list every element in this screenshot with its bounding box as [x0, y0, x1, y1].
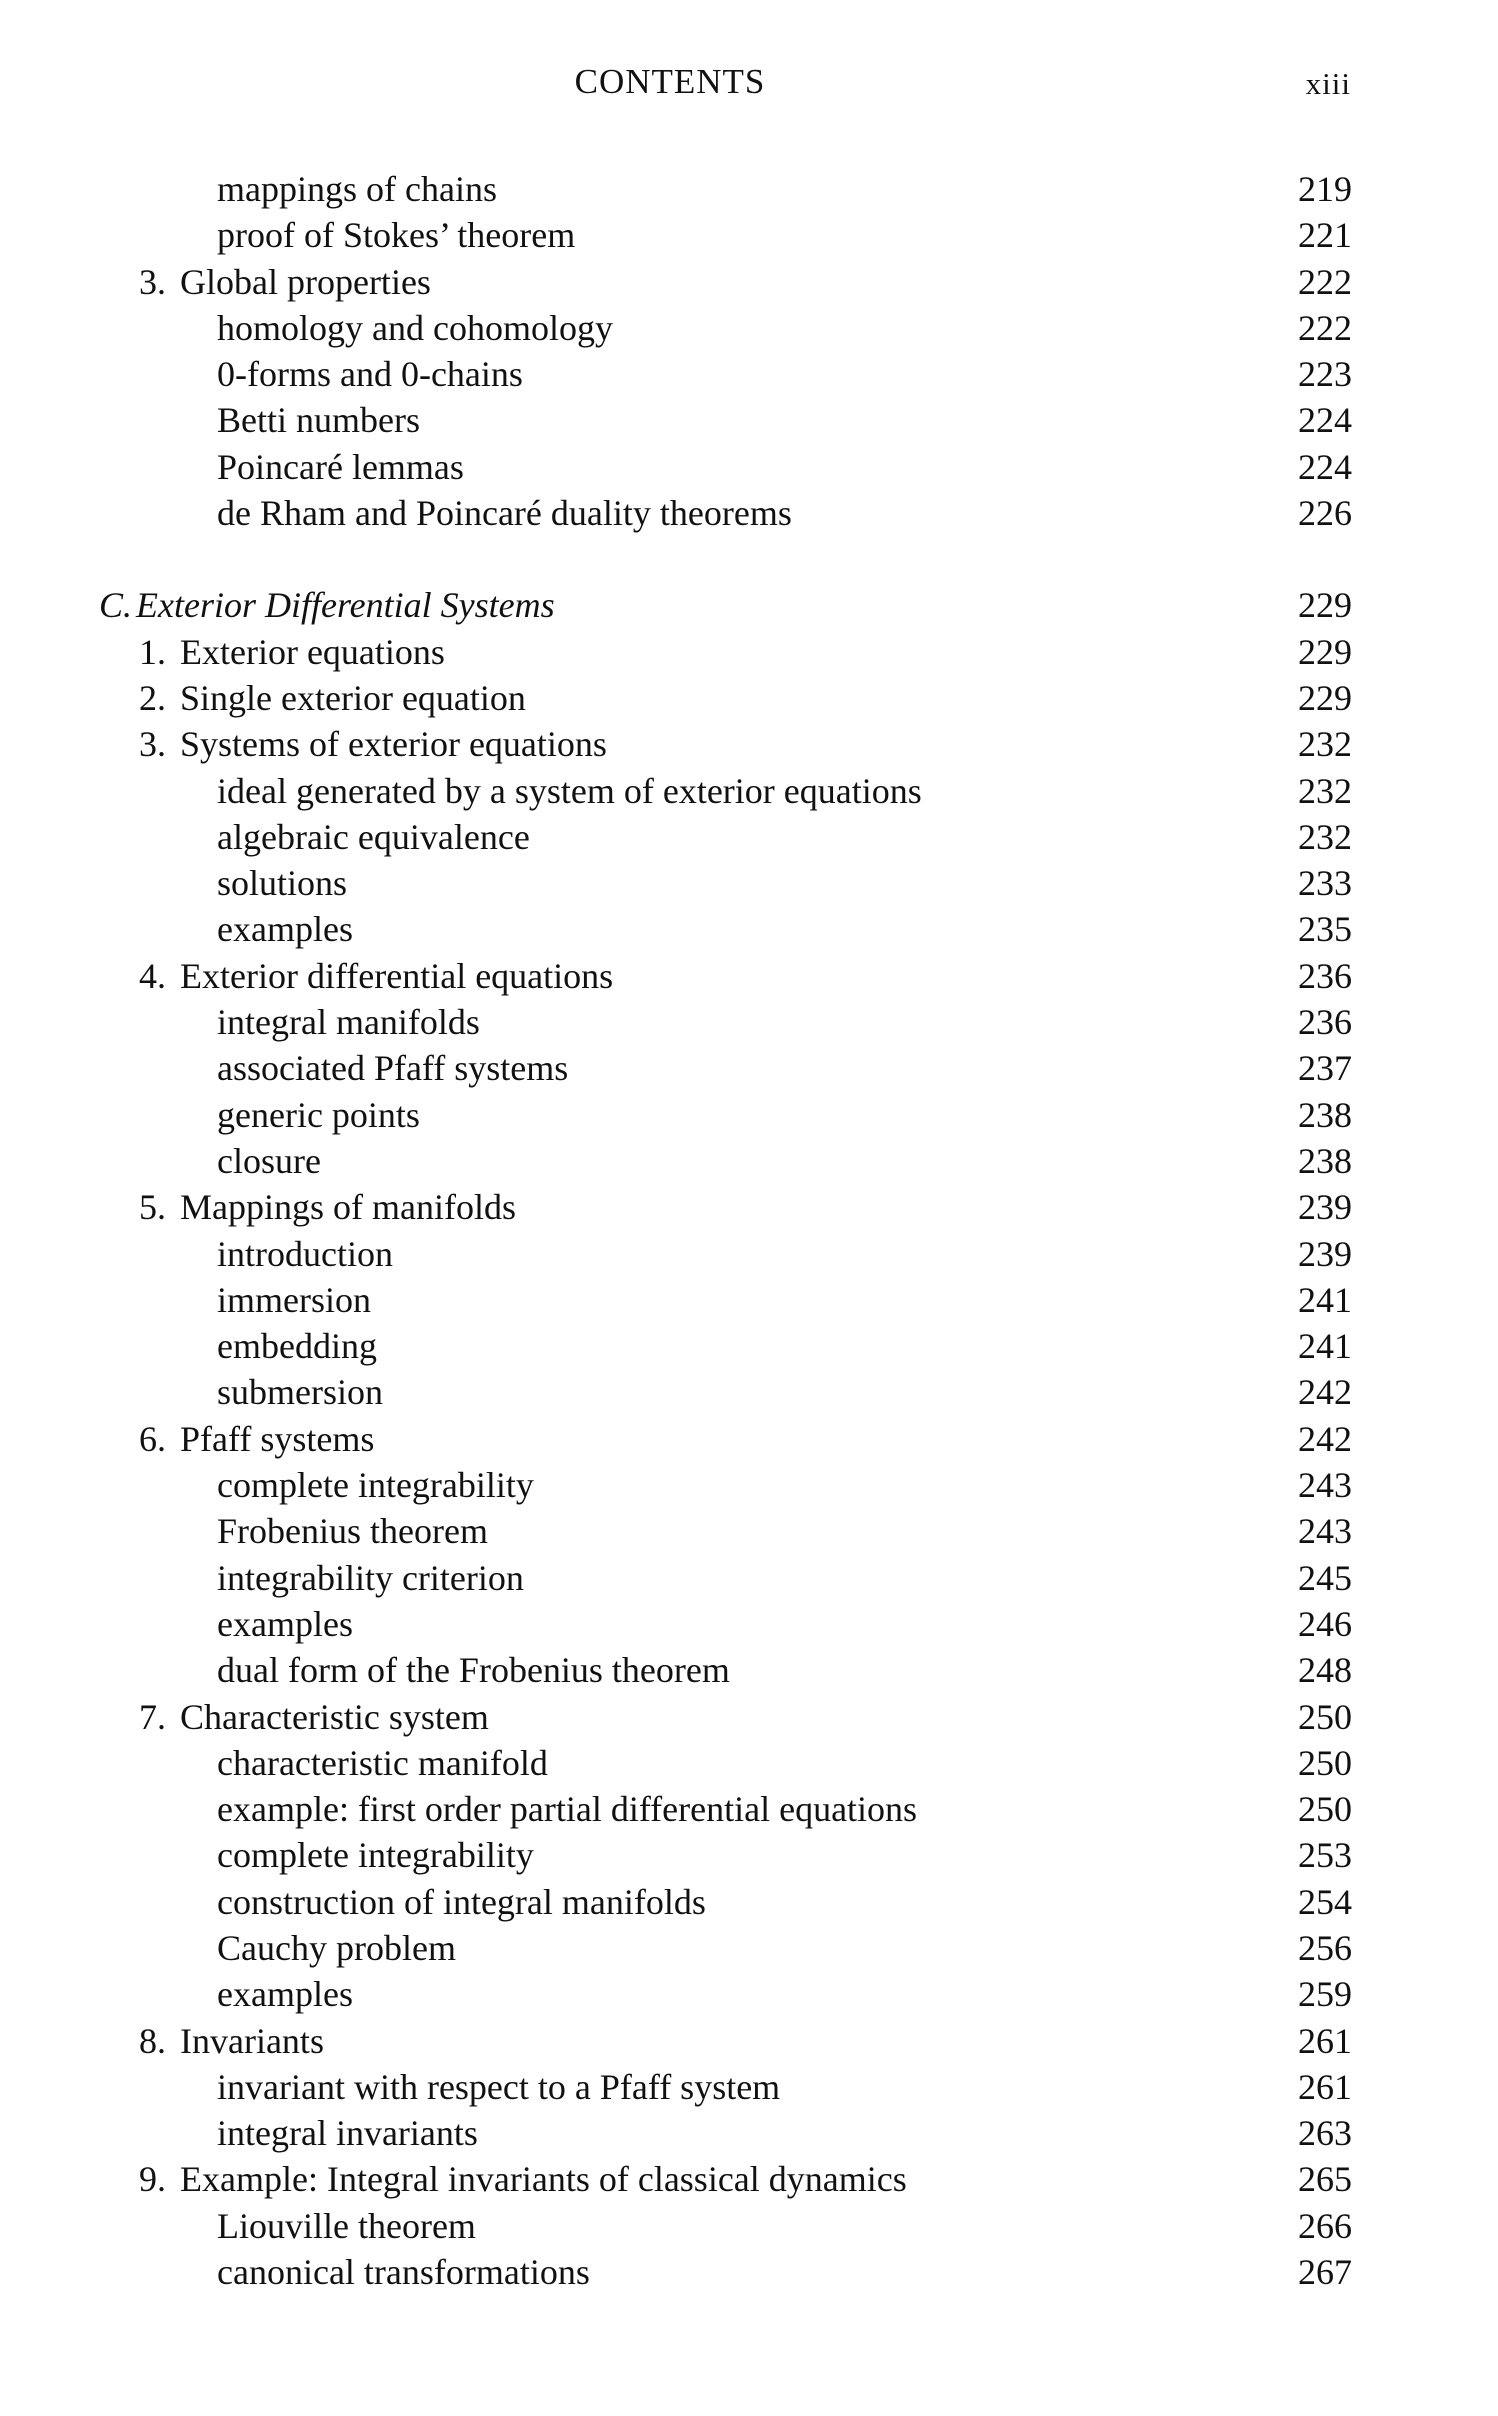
toc-section-entry [0, 953, 1498, 999]
table-of-contents [0, 166, 1498, 2295]
toc-subentry [0, 1925, 1498, 1971]
toc-subentry [0, 1786, 1498, 1832]
toc-subentry [0, 1092, 1498, 1138]
toc-subentry [0, 1647, 1498, 1693]
toc-subentry [0, 768, 1498, 814]
toc-subentry [0, 1971, 1498, 2017]
toc-entry-page: 265 [1298, 2159, 1352, 2200]
toc-subentry [0, 305, 1498, 351]
toc-entry-title: examples [217, 909, 353, 950]
toc-entry-title: embedding [217, 1326, 377, 1367]
toc-entry-number: 9. [139, 2159, 166, 2200]
toc-entry-title: examples [217, 1603, 353, 1644]
toc-entry-page: 223 [1298, 354, 1352, 395]
toc-entry-page: 242 [1298, 1372, 1352, 1413]
toc-subentry [0, 166, 1498, 212]
toc-entry-page: 241 [1298, 1326, 1352, 1367]
section-gap [0, 536, 1498, 582]
toc-entry-page: 237 [1298, 1048, 1352, 1089]
toc-entry-title: Exterior equations [180, 631, 445, 672]
toc-subentry [0, 1879, 1498, 1925]
toc-subentry [0, 1555, 1498, 1601]
toc-subentry [0, 1832, 1498, 1878]
toc-entry-title: integral invariants [217, 2113, 478, 2154]
toc-entry-page: 229 [1298, 677, 1352, 718]
toc-section-entry [0, 675, 1498, 721]
toc-subentry [0, 212, 1498, 258]
toc-entry-title: introduction [217, 1233, 393, 1274]
toc-subentry [0, 2110, 1498, 2156]
toc-entry-number: 6. [139, 1418, 166, 1459]
toc-entry-title: generic points [217, 1094, 420, 1135]
toc-subentry [0, 1231, 1498, 1277]
toc-entry-title: Betti numbers [217, 400, 420, 441]
toc-entry-page: 238 [1298, 1140, 1352, 1181]
toc-subentry [0, 351, 1498, 397]
toc-entry-page: 261 [1298, 2020, 1352, 2061]
toc-entry-title: Exterior differential equations [180, 955, 614, 996]
toc-entry-page: 232 [1298, 724, 1352, 765]
toc-entry-title: Liouville theorem [217, 2205, 476, 2246]
toc-entry-page: 246 [1298, 1603, 1352, 1644]
toc-entry-page: 222 [1298, 261, 1352, 302]
toc-subentry [0, 906, 1498, 952]
toc-entry-page: 261 [1298, 2066, 1352, 2107]
toc-entry-number: C. [98, 585, 132, 626]
toc-entry-title: submersion [217, 1372, 383, 1413]
toc-subentry [0, 1462, 1498, 1508]
toc-subentry [0, 1601, 1498, 1647]
toc-subentry [0, 1369, 1498, 1415]
toc-entry-page: 221 [1298, 215, 1352, 256]
toc-entry-title: Global properties [180, 261, 431, 302]
toc-entry-page: 254 [1298, 1881, 1352, 1922]
toc-entry-page: 242 [1298, 1418, 1352, 1459]
toc-entry-page: 238 [1298, 1094, 1352, 1135]
toc-entry-page: 250 [1298, 1789, 1352, 1830]
toc-part-heading [0, 582, 1498, 628]
toc-entry-page: 226 [1298, 493, 1352, 534]
toc-section-entry [0, 2018, 1498, 2064]
toc-entry-page: 267 [1298, 2252, 1352, 2293]
toc-entry-title: Example: Integral invariants of classical dynamics [180, 2159, 907, 2200]
toc-entry-page: 243 [1298, 1511, 1352, 1552]
toc-entry-page: 253 [1298, 1835, 1352, 1876]
toc-entry-page: 224 [1298, 400, 1352, 441]
toc-entry-title: Invariants [180, 2020, 324, 2061]
toc-entry-title: Mappings of manifolds [180, 1187, 516, 1228]
toc-entry-title: complete integrability [217, 1835, 534, 1876]
toc-entry-title: immersion [217, 1279, 371, 1320]
toc-entry-page: 235 [1298, 909, 1352, 950]
toc-entry-page: 250 [1298, 1742, 1352, 1783]
toc-subentry [0, 2249, 1498, 2295]
toc-entry-title: Characteristic system [180, 1696, 489, 1737]
toc-entry-title: mappings of chains [217, 169, 497, 209]
toc-entry-title: solutions [217, 863, 348, 904]
toc-entry-page: 233 [1298, 863, 1352, 904]
toc-entry-title: Cauchy problem [217, 1927, 456, 1968]
toc-entry-title: Frobenius theorem [217, 1511, 488, 1552]
toc-subentry [0, 860, 1498, 906]
toc-entry-page: 232 [1298, 816, 1352, 857]
toc-group-continued [0, 166, 1498, 536]
toc-entry-title: Systems of exterior equations [180, 724, 607, 765]
toc-entry-title: examples [217, 1974, 353, 2015]
toc-entry-page: 232 [1298, 770, 1352, 811]
toc-section-entry [0, 1184, 1498, 1230]
toc-section-entry [0, 2156, 1498, 2202]
toc-entry-title: 0-forms and 0-chains [217, 354, 523, 395]
toc-subentry [0, 397, 1498, 443]
toc-entry-page: 256 [1298, 1927, 1352, 1968]
toc-entry-page: 229 [1298, 585, 1352, 626]
toc-entry-page: 243 [1298, 1465, 1352, 1506]
toc-entry-title: complete integrability [217, 1465, 534, 1506]
toc-subentry [0, 1323, 1498, 1369]
toc-entry-title: integrability criterion [217, 1557, 524, 1598]
toc-entry-number: 5. [139, 1187, 166, 1228]
toc-entry-page: 236 [1298, 955, 1352, 996]
toc-entry-number: 2. [139, 677, 166, 718]
page-number: xiii [1305, 66, 1351, 101]
toc-section-entry [0, 1694, 1498, 1740]
toc-entry-title: homology and cohomology [217, 307, 613, 348]
toc-entry-title: Exterior Differential Systems [136, 585, 555, 626]
toc-entry-number: 4. [139, 955, 166, 996]
toc-entry-title: construction of integral manifolds [217, 1881, 706, 1922]
toc-subentry [0, 1740, 1498, 1786]
toc-entry-title: ideal generated by a system of exterior equations [217, 770, 922, 811]
toc-entry-title: proof of Stokes’ theorem [217, 215, 576, 256]
toc-entry-page: 266 [1298, 2205, 1352, 2246]
toc-entry-title: integral manifolds [217, 1002, 480, 1043]
toc-section-entry [0, 259, 1498, 305]
toc-entry-title: closure [217, 1140, 321, 1181]
toc-subentry [0, 1138, 1498, 1184]
toc-entry-title: example: first order partial differential equations [217, 1789, 918, 1830]
toc-entry-page: 259 [1298, 1974, 1352, 2015]
toc-entry-page: 229 [1298, 631, 1352, 672]
toc-entry-number: 3. [139, 261, 166, 302]
toc-subentry [0, 2203, 1498, 2249]
toc-entry-number: 8. [139, 2020, 166, 2061]
toc-subentry [0, 490, 1498, 536]
toc-entry-title: invariant with respect to a Pfaff system [217, 2066, 781, 2107]
page-header [0, 62, 1498, 112]
toc-entry-title: canonical transformations [217, 2252, 590, 2293]
toc-section-entry [0, 1416, 1498, 1462]
toc-entry-page: 224 [1298, 446, 1352, 487]
toc-subentry [0, 1277, 1498, 1323]
toc-entry-title: characteristic manifold [217, 1742, 548, 1783]
toc-section-entry [0, 721, 1498, 767]
toc-entry-page: 250 [1298, 1696, 1352, 1737]
toc-entry-page: 219 [1298, 169, 1352, 209]
toc-entry-page: 239 [1298, 1233, 1352, 1274]
toc-subentry [0, 1045, 1498, 1091]
toc-entry-page: 241 [1298, 1279, 1352, 1320]
toc-entry-title: associated Pfaff systems [217, 1048, 569, 1089]
toc-subentry [0, 814, 1498, 860]
toc-section-entry [0, 629, 1498, 675]
toc-entry-title: dual form of the Frobenius theorem [217, 1650, 730, 1691]
toc-entry-number: 1. [139, 631, 166, 672]
toc-entry-page: 263 [1298, 2113, 1352, 2154]
toc-group-section-c [0, 582, 1498, 2295]
toc-subentry [0, 2064, 1498, 2110]
toc-entry-page: 248 [1298, 1650, 1352, 1691]
toc-entry-title: Pfaff systems [180, 1418, 375, 1459]
toc-entry-title: algebraic equivalence [217, 816, 530, 857]
toc-entry-title: Poincaré lemmas [217, 446, 464, 487]
toc-subentry [0, 1508, 1498, 1554]
toc-entry-page: 245 [1298, 1557, 1352, 1598]
toc-entry-number: 7. [139, 1696, 166, 1737]
running-head: CONTENTS [574, 62, 766, 101]
toc-entry-number: 3. [139, 724, 166, 765]
toc-entry-page: 239 [1298, 1187, 1352, 1228]
toc-entry-title: Single exterior equation [180, 677, 526, 718]
toc-entry-page: 222 [1298, 307, 1352, 348]
toc-entry-page: 236 [1298, 1002, 1352, 1043]
toc-entry-title: de Rham and Poincaré duality theorems [217, 493, 792, 534]
toc-subentry [0, 444, 1498, 490]
toc-subentry [0, 999, 1498, 1045]
